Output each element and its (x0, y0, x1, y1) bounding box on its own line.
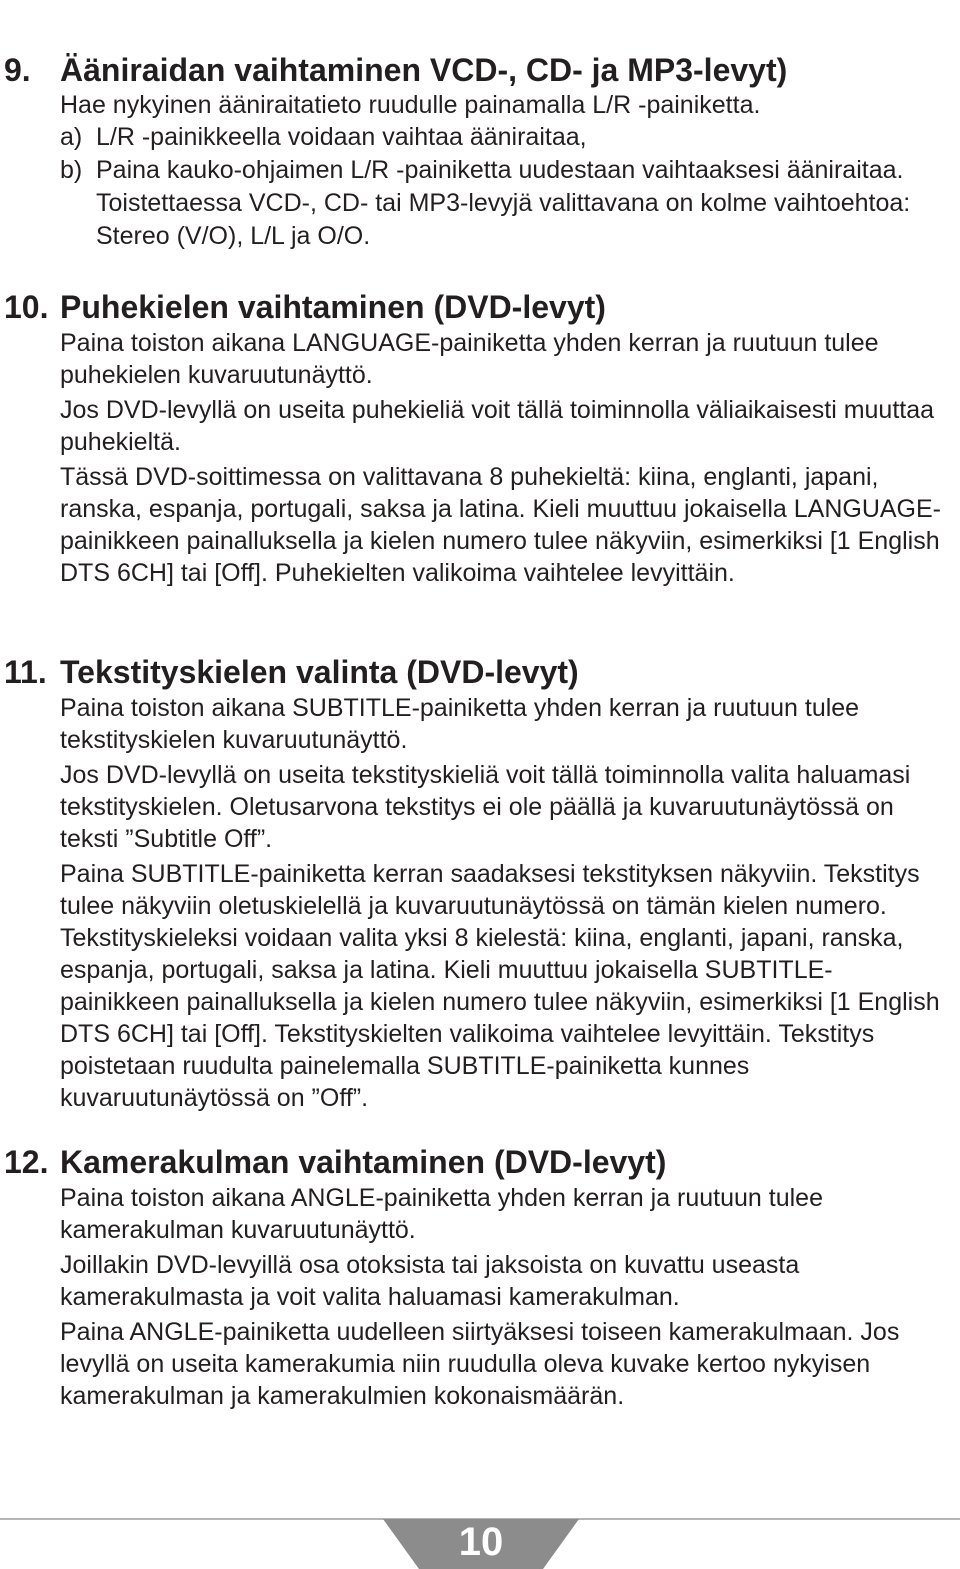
section-number: 11. (4, 654, 47, 690)
section-title: Puhekielen vaihtaminen (DVD-levyt) (60, 289, 606, 325)
paragraph: Jos DVD-levyllä on useita tekstityskieliä voit tällä toiminnolla valita haluamasi tekstityskielen. Oletusarvona tekstitys ei ole päällä ja kuvaruutunäytössä on teksti ”Subtitle Off”. (60, 761, 911, 853)
section-9 (0, 50, 960, 253)
section-10 (0, 287, 960, 589)
list-item-text: L/R -painikkeella voidaan vaihtaa ääniraitaa, (96, 123, 587, 151)
section-heading (0, 1142, 960, 1182)
section-12 (0, 1142, 960, 1412)
section-number: 12. (4, 1144, 49, 1180)
list-item (0, 154, 960, 253)
list-marker: b) (60, 156, 83, 184)
section-number: 10. (4, 289, 49, 325)
section-number: 9. (4, 52, 31, 88)
section-heading (0, 652, 960, 692)
section-title: Ääniraidan vaihtaminen VCD-, CD- ja MP3-levyt) (60, 52, 788, 88)
list-item (0, 121, 960, 154)
section-title: Kamerakulman vaihtaminen (DVD-levyt) (60, 1144, 667, 1180)
paragraph: Paina toiston aikana ANGLE-painiketta yhden kerran ja ruutuun tulee kamerakulman kuvaruutunäyttö. (60, 1184, 823, 1244)
paragraph: Paina SUBTITLE-painiketta kerran saadaksesi tekstityksen näkyviin. Tekstitys tulee näkyviin oletuskielellä ja kuvaruutunäytössä on tämän kielen numero. Tekstityskieleksi voidaan valita yksi 8 kielestä: kiina, englanti, japani, ranska, espanja, portugali, saksa ja latina. Kieli muuttuu jokaisella SUBTITLE-painikkeen painalluksella ja kielen numero tulee näkyviin, esimerkiksi [1 English DTS 6CH] tai [Off]. Tekstityskielten valikoima vaihtelee levyittäin. Tekstitys poistetaan ruudulta painelemalla SUBTITLE-painiketta kunnes kuvaruutunäytössä on ”Off”. (60, 860, 940, 1112)
paragraph: Paina ANGLE-painiketta uudelleen siirtyäksesi toiseen kamerakulmaan. Jos levyllä on useita kamerakumia niin ruudulla oleva kuvake kertoo nykyisen kamerakulman ja kamerakulmien kokonaismäärän. (60, 1318, 900, 1410)
section-title: Tekstityskielen valinta (DVD-levyt) (60, 654, 579, 690)
paragraph: Jos DVD-levyllä on useita puhekieliä voit tällä toiminnolla väliaikaisesti muuttaa puhekieltä. (60, 396, 935, 456)
list-item-text: Paina kauko-ohjaimen L/R -painiketta uudestaan vaihtaaksesi ääniraitaa. Toistettaessa VCD-, CD- tai MP3-levyjä valittavana on kolme vaihtoehtoa: Stereo (V/O), L/L ja O/O. (96, 156, 911, 250)
paragraph: Tässä DVD-soittimessa on valittavana 8 puhekieltä: kiina, englanti, japani, ranska, espanja, portugali, saksa ja latina. Kieli muuttuu jokaisella LANGUAGE-painikkeen painalluksella ja kielen numero tulee näkyviin, esimerkiksi [1 English DTS 6CH] tai [Off]. Puhekielten valikoima vaihtelee levyittäin. (60, 463, 941, 587)
section-intro: Hae nykyinen ääniraitatieto ruudulle painamalla L/R -painiketta. (60, 91, 761, 119)
section-heading (0, 287, 960, 327)
paragraph: Joillakin DVD-levyillä osa otoksista tai jaksoista on kuvattu useasta kamerakulmasta ja voit valita haluamasi kamerakulman. (60, 1251, 800, 1311)
section-11 (0, 652, 960, 1114)
paragraph: Paina toiston aikana SUBTITLE-painiketta yhden kerran ja ruutuun tulee tekstityskielen kuvaruutunäyttö. (60, 694, 860, 754)
section-heading (0, 50, 960, 90)
list-marker: a) (60, 123, 83, 151)
page-number: 10 (458, 1520, 504, 1564)
paragraph: Paina toiston aikana LANGUAGE-painiketta yhden kerran ja ruutuun tulee puhekielen kuvaruutunäyttö. (60, 329, 879, 389)
